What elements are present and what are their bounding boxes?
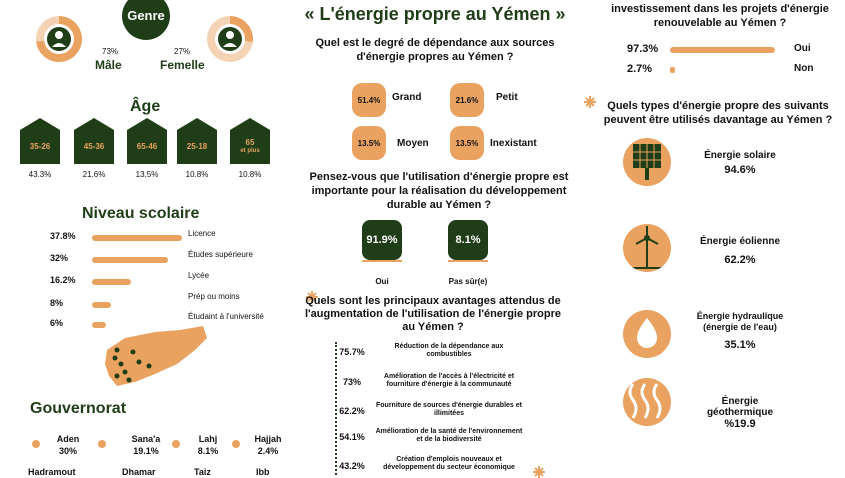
edu-label: Prép ou moins [188,292,240,301]
age-group-card [74,118,114,179]
edu-bar [92,279,131,285]
edu-label: Lycée [188,271,210,280]
gov-pct: 2.4% [257,446,279,456]
female-pct: 27% [174,47,191,56]
investment-yes-pct: 97.3% [627,43,659,55]
investment-yes-bar [670,47,775,53]
gov-pct: 30% [58,446,77,456]
gov-pct: 8.1% [197,446,219,456]
gov-name-cut: Hadramout [28,467,76,477]
female-person-icon [218,27,242,51]
male-donut [36,16,82,62]
age-group-card [230,118,270,179]
gov-name: Aden [56,434,80,444]
dependence-label: Moyen [397,138,429,149]
energy-pct: %19.9 [724,418,756,430]
age-group-pct: 21.6% [82,170,106,179]
energy-label: Énergie éolienne [699,236,781,247]
energy-types-question: Quels types d'énergie propre des suivants peuvent être utilisés davantage au Yémen ? [603,100,833,126]
age-group-card [20,118,60,179]
star-icon [584,96,596,108]
gov-dot [232,440,240,448]
dependence-pct: 51.4% [352,83,386,117]
gov-name-cut: Ibb [256,467,270,477]
solar-panel-icon [623,138,671,186]
benefit-pct: 73% [342,377,361,387]
importance-yes-line [362,260,402,262]
edu-bar [92,302,111,308]
edu-pct: 32% [50,253,69,263]
age-group-pct: 10.8% [238,170,262,179]
benefit-label: Fourniture de sources d'énergie durables et illimitées [376,402,522,417]
female-donut [207,16,253,62]
importance-unsure-label: Pas sûr(e) [448,277,488,286]
investment-no-label: Non [794,63,814,74]
edu-label: Étudaint à l'université [188,312,264,321]
age-group-label-sub: et plus [240,148,260,154]
benefits-question: Quels sont les principaux avantages attendus de l'augmentation de l'utilisation de l'énergie propre au Yémen ? [305,295,561,333]
benefit-label: Réduction de la dépendance aux combustibles [394,343,504,358]
energy-pct: 35.1% [724,339,756,351]
benefit-pct: 54.1% [339,432,365,442]
energy-label: Énergie solaire [704,150,776,161]
age-title: Âge [130,98,161,115]
importance-unsure-pct: 8.1% [448,220,488,260]
investment-question: investissement dans les projets d'énergie renouvelable au Yémen ? [611,3,829,29]
edu-label: Études supérieure [188,250,253,259]
age-group-card [127,118,167,179]
gov-name-cut: Dhamar [122,467,156,477]
education-title: Niveau scolaire [82,205,200,222]
gov-dot [172,440,180,448]
dependence-label: Grand [392,92,422,103]
energy-label: Énergie hydraulique (énergie de l'eau) [696,311,784,332]
investment-yes-label: Oui [794,43,811,54]
age-group-label: 65-46 [127,130,167,164]
yemen-map [95,320,210,390]
importance-yes-pct: 91.9% [362,220,402,260]
age-group-pct: 43.3% [28,170,52,179]
gov-name-cut: Taiz [194,467,211,477]
edu-pct: 6% [50,318,64,328]
energy-pct: 94.6% [724,164,756,176]
female-label: Femelle [160,58,205,72]
wind-turbine-icon [623,224,671,272]
edu-pct: 37.8% [50,231,76,241]
gov-name: Lahj [198,434,218,444]
water-drop-icon [623,310,671,358]
importance-question: Pensez-vous que l'utilisation d'énergie propre est importante pour la réalisation du développement durable au Yémen ? [309,171,569,211]
edu-pct: 16.2% [50,275,76,285]
age-group-label [230,130,270,164]
geothermal-icon [623,378,671,426]
energy-pct: 62.2% [724,254,756,266]
dependence-label: Inexistant [490,138,537,149]
gov-dot [32,440,40,448]
gov-dot [98,440,106,448]
benefit-pct: 62.2% [339,406,365,416]
edu-bar [92,257,168,263]
main-title: « L'énergie propre au Yémen » [304,4,566,24]
importance-unsure-line [448,260,488,262]
gender-title: Genre [122,0,170,40]
edu-label: Licence [188,229,216,238]
age-group-card [177,118,217,179]
investment-no-pct: 2.7% [627,63,653,75]
benefit-label: Amélioration de la santé de l'environnement et de la biodiversité [375,428,523,443]
dependence-label: Petit [496,92,518,103]
gov-pct: 19.1% [133,446,159,456]
dependence-question: Quel est le degré de dépendance aux sources d'énergie propres au Yémen ? [315,37,555,63]
edu-pct: 8% [50,298,64,308]
benefit-pct: 43.2% [339,461,365,471]
gov-name: Hajjah [254,434,282,444]
dependence-pct: 13.5% [352,126,386,160]
benefit-pct: 75.7% [339,347,365,357]
age-group-label: 25-18 [177,130,217,164]
male-pct: 73% [102,47,119,56]
star-icon [533,466,545,478]
investment-no-bar [670,67,675,73]
energy-label: Énergie géothermique [706,396,774,418]
age-group-label: 45-36 [74,130,114,164]
age-group-pct: 13.5% [135,170,159,179]
benefit-label: Création d'emplois nouveaux et développement du secteur économique [383,456,515,471]
age-group-label: 35-26 [20,130,60,164]
gov-name: Sana'a [131,434,161,444]
importance-yes-label: Oui [375,277,389,286]
governorate-title: Gouvernorat [30,400,127,417]
benefit-label: Amélioration de l'accès à l'électricité et fourniture d'énergie à la communauté [383,373,515,388]
age-group-pct: 10.8% [185,170,209,179]
dependence-pct: 21.6% [450,83,484,117]
dependence-pct: 13.5% [450,126,484,160]
edu-bar [92,235,182,241]
age-group-label-main: 65 [245,138,255,147]
male-person-icon [47,27,71,51]
male-label: Mâle [95,58,122,72]
